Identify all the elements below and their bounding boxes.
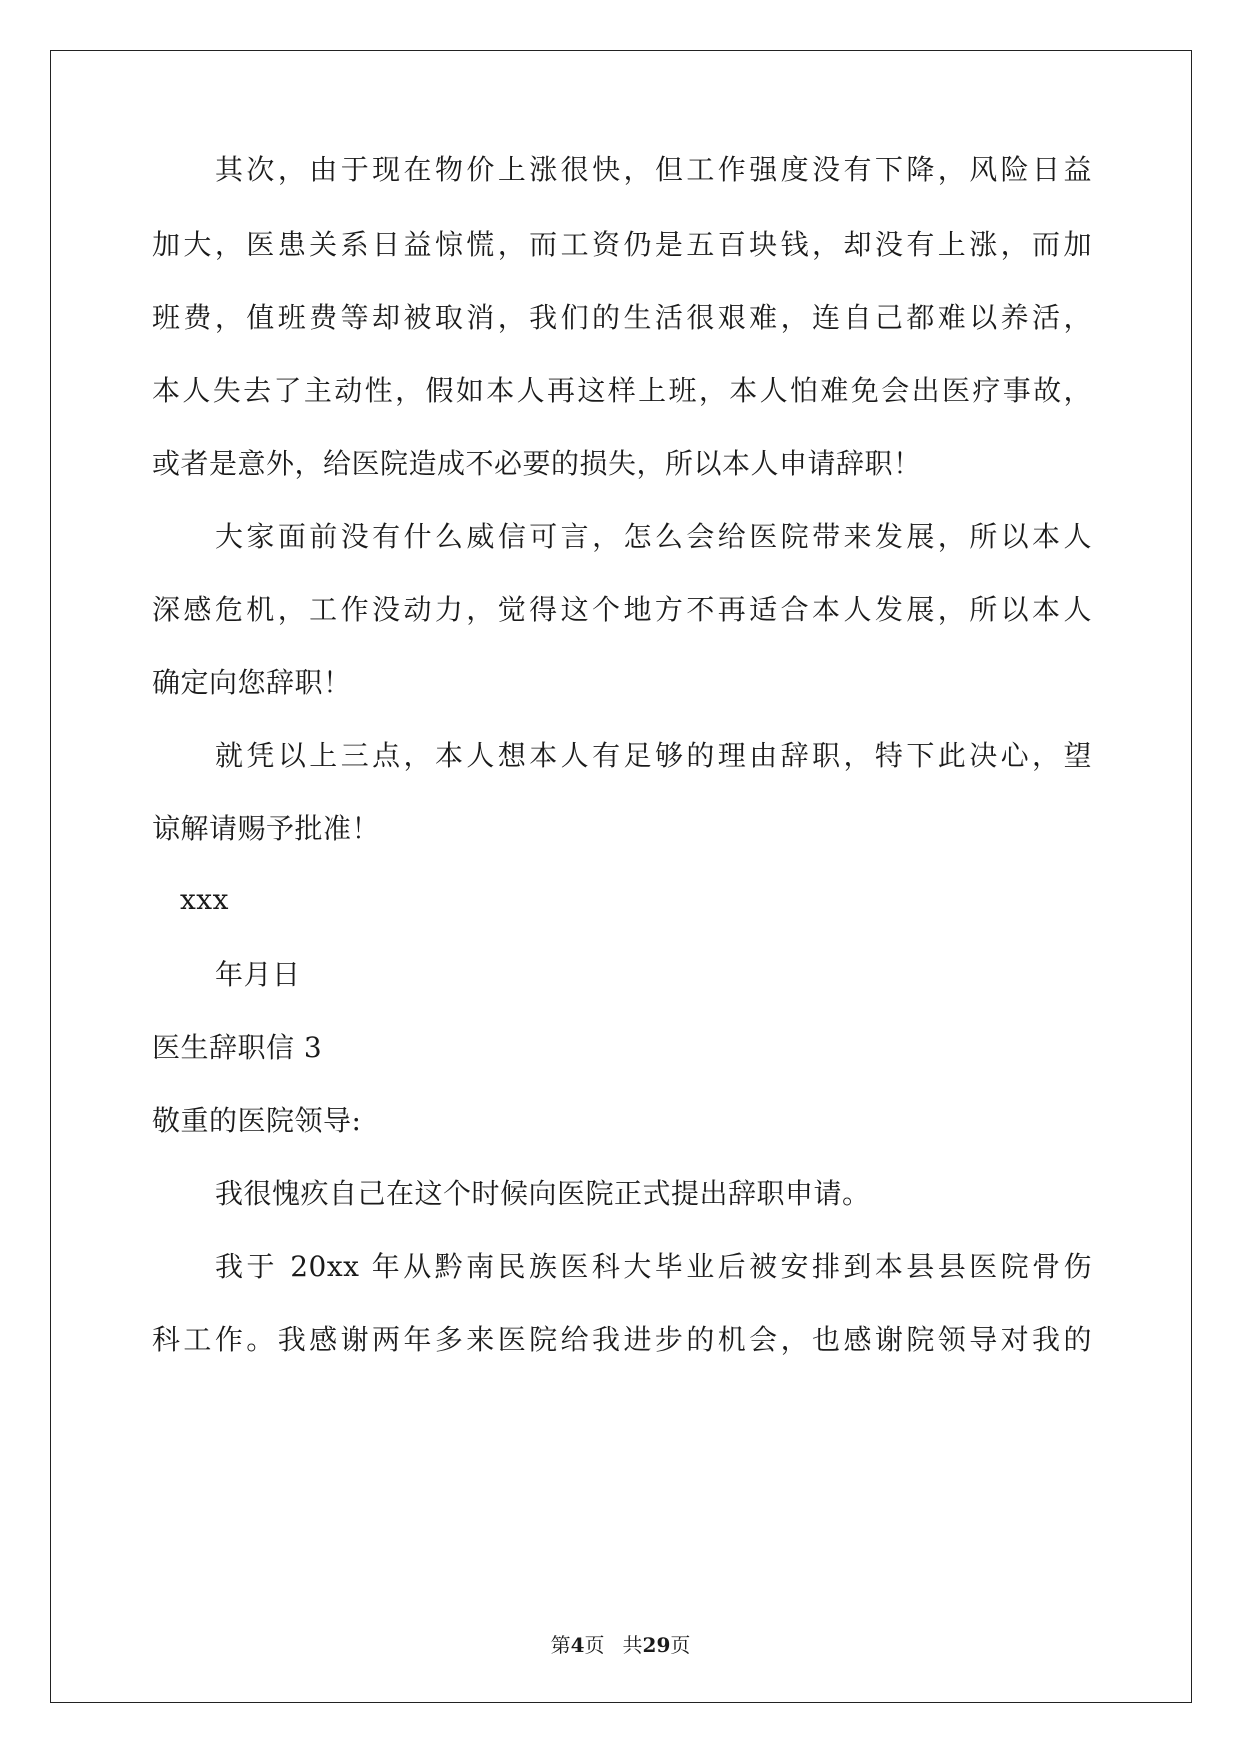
- paragraph-line: 深感危机，工作没动力，觉得这个地方不再适合本人发展，所以本人: [152, 593, 1092, 626]
- page-number: 4: [570, 1633, 585, 1657]
- salutation: 敬重的医院领导:: [152, 1104, 362, 1137]
- paragraph-line: 加大，医患关系日益惊慌，而工资仍是五百块钱，却没有上涨，而加: [152, 228, 1092, 261]
- paragraph-line: 科工作。我感谢两年多来医院给我进步的机会，也感谢院领导对我的: [152, 1323, 1092, 1356]
- total-suffix: 页: [670, 1633, 691, 1657]
- signature: xxx: [180, 883, 229, 916]
- date-line: 年月日: [215, 958, 301, 991]
- paragraph-line: 或者是意外，给医院造成不必要的损失，所以本人申请辞职！: [152, 447, 922, 480]
- paragraph-line: 就凭以上三点，本人想本人有足够的理由辞职，特下此决心，望: [215, 739, 1092, 772]
- page-prefix: 第: [550, 1633, 571, 1657]
- paragraph-line: 确定向您辞职！: [152, 666, 352, 699]
- paragraph-line: 班费，值班费等却被取消，我们的生活很艰难，连自己都难以养活，: [152, 301, 1092, 334]
- paragraph-line: 我于 20xx 年从黔南民族医科大毕业后被安排到本县县医院骨伤: [215, 1250, 1092, 1283]
- total-pages: 29: [642, 1633, 671, 1657]
- total-prefix: 共: [622, 1633, 643, 1657]
- page-footer: [0, 1632, 1241, 1658]
- paragraph-line: 谅解请赐予批准！: [152, 812, 381, 845]
- paragraph-line: 其次，由于现在物价上涨很快，但工作强度没有下降，风险日益: [215, 153, 1092, 186]
- paragraph-line: 大家面前没有什么威信可言，怎么会给医院带来发展，所以本人: [215, 520, 1092, 553]
- page-suffix: 页: [584, 1633, 605, 1657]
- section-title: 医生辞职信 3: [152, 1031, 323, 1064]
- paragraph-line: 本人失去了主动性，假如本人再这样上班，本人怕难免会出医疗事故，: [152, 374, 1092, 407]
- paragraph-line: 我很愧疚自己在这个时候向医院正式提出辞职申请。: [215, 1177, 871, 1210]
